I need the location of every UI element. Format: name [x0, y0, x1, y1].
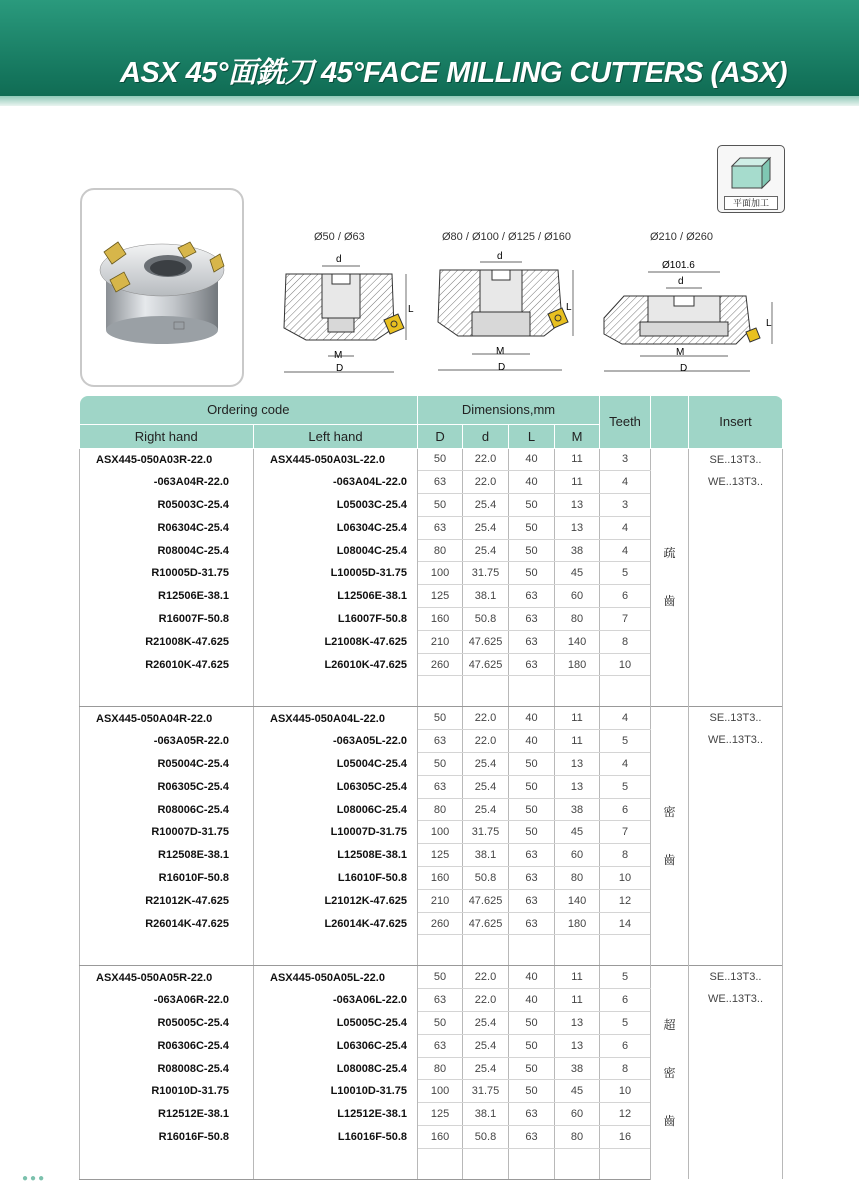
left-hand-code: -063A05L-22.0 [254, 730, 418, 753]
dim-D-value: 50 [418, 494, 463, 517]
teeth-value: 10 [600, 867, 651, 890]
left-hand-code: L12508E-38.1 [254, 844, 418, 867]
right-hand-code: R10010D-31.75 [80, 1080, 254, 1103]
dim-D-value: 63 [418, 989, 463, 1012]
dim-D-value: 63 [418, 730, 463, 753]
dim-L-value: 50 [509, 494, 555, 517]
header-right-hand: Right hand [80, 424, 254, 448]
left-hand-code: L08006C-25.4 [254, 798, 418, 821]
dim-D-value: 63 [418, 516, 463, 539]
dim-L-value: 63 [509, 1103, 555, 1126]
spacer-cell [463, 1148, 509, 1179]
dim-M: M [676, 347, 685, 358]
dim-L-value: 50 [509, 775, 555, 798]
teeth-value: 7 [600, 821, 651, 844]
tooth-type-char: 齒 [663, 1113, 676, 1128]
right-hand-code: R06304C-25.4 [80, 516, 254, 539]
teeth-value: 3 [600, 494, 651, 517]
teeth-value: 4 [600, 707, 651, 730]
spacer-cell [254, 676, 418, 707]
dim-d-value: 22.0 [463, 471, 509, 494]
left-hand-code: L16016F-50.8 [254, 1126, 418, 1149]
dim-D-value: 160 [418, 867, 463, 890]
dim-D-value: 125 [418, 1103, 463, 1126]
right-hand-code: -063A06R-22.0 [80, 989, 254, 1012]
teeth-value: 4 [600, 539, 651, 562]
right-hand-code: ASX445-050A03R-22.0 [80, 448, 254, 471]
dim-L-value: 40 [509, 989, 555, 1012]
left-hand-code: L10005D-31.75 [254, 562, 418, 585]
tooth-type-char: 疏 [663, 546, 676, 561]
dim-D-value: 160 [418, 608, 463, 631]
badge-caption: 平面加工 [724, 196, 778, 210]
dim-M-value: 45 [555, 562, 600, 585]
header-dimensions: Dimensions,mm [418, 396, 600, 424]
dim-d-value: 25.4 [463, 1034, 509, 1057]
dim-L-value: 50 [509, 562, 555, 585]
dim-M-value: 80 [555, 867, 600, 890]
dim-d-value: 22.0 [463, 989, 509, 1012]
header-type [651, 396, 689, 448]
dim-D-value: 80 [418, 1057, 463, 1080]
dim-L-value: 40 [509, 471, 555, 494]
dim-D-value: 50 [418, 753, 463, 776]
page-title: ASX 45°面銑刀 45°FACE MILLING CUTTERS (ASX) [119, 57, 787, 89]
dim-D-value: 63 [418, 471, 463, 494]
teeth-value: 14 [600, 912, 651, 935]
dim-D-value: 210 [418, 889, 463, 912]
left-hand-code: L12512E-38.1 [254, 1103, 418, 1126]
dim-D-value: 260 [418, 653, 463, 676]
header-insert: Insert [689, 396, 783, 448]
flat-machining-badge [717, 145, 785, 213]
spacer-cell [463, 676, 509, 707]
dim-M-value: 11 [555, 730, 600, 753]
dim-D: D [680, 363, 688, 374]
dim-M-value: 38 [555, 798, 600, 821]
header-L: L [509, 424, 555, 448]
dim-D-value: 100 [418, 1080, 463, 1103]
spacer-cell [80, 676, 254, 707]
table-row [80, 707, 783, 730]
header-d: d [463, 424, 509, 448]
teeth-value: 8 [600, 1057, 651, 1080]
dim-L-value: 50 [509, 539, 555, 562]
teeth-value: 10 [600, 1080, 651, 1103]
teeth-value: 5 [600, 775, 651, 798]
dim-D-value: 63 [418, 1034, 463, 1057]
teeth-value: 4 [600, 471, 651, 494]
right-hand-code: R05004C-25.4 [80, 753, 254, 776]
dim-d-value: 22.0 [463, 966, 509, 989]
teeth-value: 6 [600, 1034, 651, 1057]
dim-d-value: 50.8 [463, 1126, 509, 1149]
dim-d-value: 31.75 [463, 1080, 509, 1103]
dim-D-value: 50 [418, 1012, 463, 1035]
teeth-value: 12 [600, 1103, 651, 1126]
dim-L-value: 50 [509, 1034, 555, 1057]
right-hand-code: R21012K-47.625 [80, 889, 254, 912]
cube-icon [730, 156, 772, 190]
left-hand-code: L05003C-25.4 [254, 494, 418, 517]
right-hand-code: R08008C-25.4 [80, 1057, 254, 1080]
tooth-type-char: 齒 [663, 853, 676, 868]
header-M: M [555, 424, 600, 448]
dim-D-value: 125 [418, 585, 463, 608]
teeth-value: 4 [600, 516, 651, 539]
left-hand-code: L06304C-25.4 [254, 516, 418, 539]
dim-M-value: 180 [555, 653, 600, 676]
dim-d-value: 50.8 [463, 608, 509, 631]
dim-M-value: 60 [555, 1103, 600, 1126]
spec-table-body [80, 448, 783, 1179]
insert-cell [689, 707, 783, 966]
header-left-hand: Left hand [254, 424, 418, 448]
dim-L-value: 40 [509, 966, 555, 989]
diagram-3-label: Ø210 / Ø260 [650, 231, 713, 243]
teeth-value: 6 [600, 989, 651, 1012]
left-hand-code: -063A04L-22.0 [254, 471, 418, 494]
dim-M-value: 13 [555, 494, 600, 517]
dim-L-value: 63 [509, 630, 555, 653]
insert-code: SE..13T3.. [709, 712, 762, 725]
right-hand-code: R16016F-50.8 [80, 1126, 254, 1149]
dim-M-value: 80 [555, 1126, 600, 1149]
right-hand-code: R12512E-38.1 [80, 1103, 254, 1126]
dim-M-value: 11 [555, 989, 600, 1012]
left-hand-code: L06305C-25.4 [254, 775, 418, 798]
left-hand-code: ASX445-050A04L-22.0 [254, 707, 418, 730]
right-hand-code: R21008K-47.625 [80, 630, 254, 653]
dim-d-value: 25.4 [463, 753, 509, 776]
right-hand-code: R08004C-25.4 [80, 539, 254, 562]
teeth-value: 5 [600, 1012, 651, 1035]
dim-M-value: 45 [555, 1080, 600, 1103]
spacer-cell [555, 1148, 600, 1179]
dim-D-value: 80 [418, 539, 463, 562]
dim-L-value: 63 [509, 889, 555, 912]
right-hand-code: R10007D-31.75 [80, 821, 254, 844]
table-row [80, 448, 783, 471]
dim-M-value: 38 [555, 539, 600, 562]
insert-cell [689, 448, 783, 707]
dim-L-value: 63 [509, 867, 555, 890]
left-hand-code: L21008K-47.625 [254, 630, 418, 653]
teeth-value: 8 [600, 630, 651, 653]
right-hand-code: ASX445-050A04R-22.0 [80, 707, 254, 730]
dim-L-value: 40 [509, 448, 555, 471]
dim-d: d [678, 276, 684, 287]
dim-L-value: 40 [509, 730, 555, 753]
dim-L-value: 50 [509, 1057, 555, 1080]
spacer-cell [600, 935, 651, 966]
dim-L-value: 50 [509, 516, 555, 539]
teeth-value: 8 [600, 844, 651, 867]
dim-M-value: 11 [555, 448, 600, 471]
dim-L-value: 63 [509, 1126, 555, 1149]
dim-d-value: 31.75 [463, 562, 509, 585]
dim-L-value: 50 [509, 1012, 555, 1035]
tooth-type-char: 齒 [663, 594, 676, 609]
insert-code: WE..13T3.. [708, 734, 764, 747]
left-hand-code: L06306C-25.4 [254, 1034, 418, 1057]
teeth-value: 5 [600, 562, 651, 585]
dim-L: L [766, 318, 772, 329]
dim-d-value: 25.4 [463, 516, 509, 539]
dim-d-value: 50.8 [463, 867, 509, 890]
right-hand-code: R12506E-38.1 [80, 585, 254, 608]
dim-D-value: 125 [418, 844, 463, 867]
spacer-cell [80, 1148, 254, 1179]
dim-d-value: 47.625 [463, 889, 509, 912]
dim-d-value: 31.75 [463, 821, 509, 844]
table-row [80, 966, 783, 989]
diagram-2-label: Ø80 / Ø100 / Ø125 / Ø160 [442, 231, 572, 243]
dim-L-value: 50 [509, 1080, 555, 1103]
right-hand-code: R05005C-25.4 [80, 1012, 254, 1035]
dim-d-value: 38.1 [463, 844, 509, 867]
dim-M-value: 13 [555, 753, 600, 776]
dim-L-value: 50 [509, 798, 555, 821]
teeth-value: 7 [600, 608, 651, 631]
dim-M-value: 60 [555, 844, 600, 867]
dim-D-value: 160 [418, 1126, 463, 1149]
dim-L: L [566, 302, 572, 313]
tooth-type-char: 密 [663, 805, 676, 820]
dim-d-value: 22.0 [463, 707, 509, 730]
tooth-type-label [651, 448, 689, 707]
dim-D-value: 50 [418, 707, 463, 730]
dim-d: d [497, 251, 503, 262]
diagram-1-label: Ø50 / Ø63 [314, 231, 365, 243]
right-hand-code: -063A05R-22.0 [80, 730, 254, 753]
header-ordering-code: Ordering code [80, 396, 418, 424]
dim-D: D [336, 363, 344, 374]
dim-d-value: 25.4 [463, 494, 509, 517]
dim-D-value: 63 [418, 775, 463, 798]
left-hand-code: L10010D-31.75 [254, 1080, 418, 1103]
header-D: D [418, 424, 463, 448]
diagram-2-drawing [430, 248, 580, 380]
spacer-cell [418, 676, 463, 707]
dim-d-value: 47.625 [463, 912, 509, 935]
dim-d-value: 25.4 [463, 1012, 509, 1035]
dim-D-value: 100 [418, 821, 463, 844]
dim-M-value: 80 [555, 608, 600, 631]
left-hand-code: -063A06L-22.0 [254, 989, 418, 1012]
dim-d-value: 47.625 [463, 630, 509, 653]
teeth-value: 6 [600, 798, 651, 821]
left-hand-code: L16007F-50.8 [254, 608, 418, 631]
dim-M: M [496, 346, 505, 357]
dim-M-value: 45 [555, 821, 600, 844]
dim-L-value: 63 [509, 844, 555, 867]
dim-L: L [408, 304, 414, 315]
dim-D-value: 50 [418, 448, 463, 471]
header-teeth: Teeth [600, 396, 651, 448]
teeth-value: 12 [600, 889, 651, 912]
dim-L-value: 63 [509, 585, 555, 608]
right-hand-code: R16010F-50.8 [80, 867, 254, 890]
dim-D-value: 80 [418, 798, 463, 821]
teeth-value: 6 [600, 585, 651, 608]
insert-code: WE..13T3.. [708, 993, 764, 1006]
insert-code: WE..13T3.. [708, 475, 764, 488]
spacer-cell [555, 935, 600, 966]
right-hand-code: R10005D-31.75 [80, 562, 254, 585]
spacer-cell [509, 676, 555, 707]
dim-D: D [498, 362, 506, 373]
diagram-1-drawing [266, 248, 416, 380]
dim-L-value: 50 [509, 753, 555, 776]
spacer-cell [80, 935, 254, 966]
left-hand-code: L10007D-31.75 [254, 821, 418, 844]
dim-d-value: 25.4 [463, 1057, 509, 1080]
spacer-cell [254, 935, 418, 966]
right-hand-code: R06305C-25.4 [80, 775, 254, 798]
dim-d-value: 25.4 [463, 775, 509, 798]
insert-code: SE..13T3.. [709, 971, 762, 984]
spacer-cell [418, 1148, 463, 1179]
dim-d-value: 22.0 [463, 448, 509, 471]
dim-bore: Ø101.6 [662, 260, 695, 271]
right-hand-code: R12508E-38.1 [80, 844, 254, 867]
left-hand-code: L08004C-25.4 [254, 539, 418, 562]
left-hand-code: L12506E-38.1 [254, 585, 418, 608]
right-hand-code: R06306C-25.4 [80, 1034, 254, 1057]
milling-cutter-photo [82, 190, 242, 385]
left-hand-code: L26014K-47.625 [254, 912, 418, 935]
spacer-cell [254, 1148, 418, 1179]
right-hand-code: R08006C-25.4 [80, 798, 254, 821]
spacer-cell [555, 676, 600, 707]
dim-M-value: 13 [555, 775, 600, 798]
spacer-cell [509, 1148, 555, 1179]
dim-d-value: 38.1 [463, 1103, 509, 1126]
left-hand-code: L26010K-47.625 [254, 653, 418, 676]
dim-D-value: 210 [418, 630, 463, 653]
dim-M-value: 11 [555, 471, 600, 494]
tooth-type-label [651, 966, 689, 1179]
right-hand-code: R26014K-47.625 [80, 912, 254, 935]
right-hand-code: -063A04R-22.0 [80, 471, 254, 494]
dim-M-value: 11 [555, 966, 600, 989]
teeth-value: 16 [600, 1126, 651, 1149]
left-hand-code: L08008C-25.4 [254, 1057, 418, 1080]
right-hand-code: R05003C-25.4 [80, 494, 254, 517]
spacer-cell [418, 935, 463, 966]
product-photo [80, 188, 244, 387]
dim-L-value: 63 [509, 653, 555, 676]
spacer-cell [600, 1148, 651, 1179]
dim-M-value: 13 [555, 1034, 600, 1057]
dim-d: d [336, 254, 342, 265]
left-hand-code: L16010F-50.8 [254, 867, 418, 890]
dim-d-value: 25.4 [463, 539, 509, 562]
dim-D-value: 100 [418, 562, 463, 585]
left-hand-code: ASX445-050A03L-22.0 [254, 448, 418, 471]
footer-ornament: ●●● [22, 1173, 47, 1184]
dim-M-value: 38 [555, 1057, 600, 1080]
dim-L-value: 50 [509, 821, 555, 844]
dim-L-value: 63 [509, 608, 555, 631]
dim-M-value: 11 [555, 707, 600, 730]
right-hand-code: R26010K-47.625 [80, 653, 254, 676]
dim-M-value: 13 [555, 1012, 600, 1035]
teeth-value: 3 [600, 448, 651, 471]
dim-M-value: 140 [555, 630, 600, 653]
right-hand-code: ASX445-050A05R-22.0 [80, 966, 254, 989]
teeth-value: 4 [600, 753, 651, 776]
dim-d-value: 47.625 [463, 653, 509, 676]
dim-M-value: 13 [555, 516, 600, 539]
tooth-type-char: 超 [663, 1017, 676, 1032]
insert-code: SE..13T3.. [709, 453, 762, 466]
diagram-3-drawing [596, 252, 780, 380]
spacer-cell [600, 676, 651, 707]
dim-L-value: 40 [509, 707, 555, 730]
spacer-cell [509, 935, 555, 966]
tooth-type-char: 密 [663, 1065, 676, 1080]
dim-d-value: 25.4 [463, 798, 509, 821]
teeth-value: 5 [600, 966, 651, 989]
dim-M-value: 180 [555, 912, 600, 935]
dim-D-value: 50 [418, 966, 463, 989]
spec-table [79, 396, 783, 1180]
dim-L-value: 63 [509, 912, 555, 935]
left-hand-code: L05005C-25.4 [254, 1012, 418, 1035]
header-stripe [0, 96, 859, 106]
teeth-value: 5 [600, 730, 651, 753]
left-hand-code: L05004C-25.4 [254, 753, 418, 776]
insert-cell [689, 966, 783, 1179]
left-hand-code: L21012K-47.625 [254, 889, 418, 912]
teeth-value: 10 [600, 653, 651, 676]
dim-M-value: 60 [555, 585, 600, 608]
right-hand-code: R16007F-50.8 [80, 608, 254, 631]
dim-M-value: 140 [555, 889, 600, 912]
tooth-type-label [651, 707, 689, 966]
dim-d-value: 38.1 [463, 585, 509, 608]
dim-M: M [334, 350, 343, 361]
left-hand-code: ASX445-050A05L-22.0 [254, 966, 418, 989]
dim-D-value: 260 [418, 912, 463, 935]
dim-d-value: 22.0 [463, 730, 509, 753]
spacer-cell [463, 935, 509, 966]
